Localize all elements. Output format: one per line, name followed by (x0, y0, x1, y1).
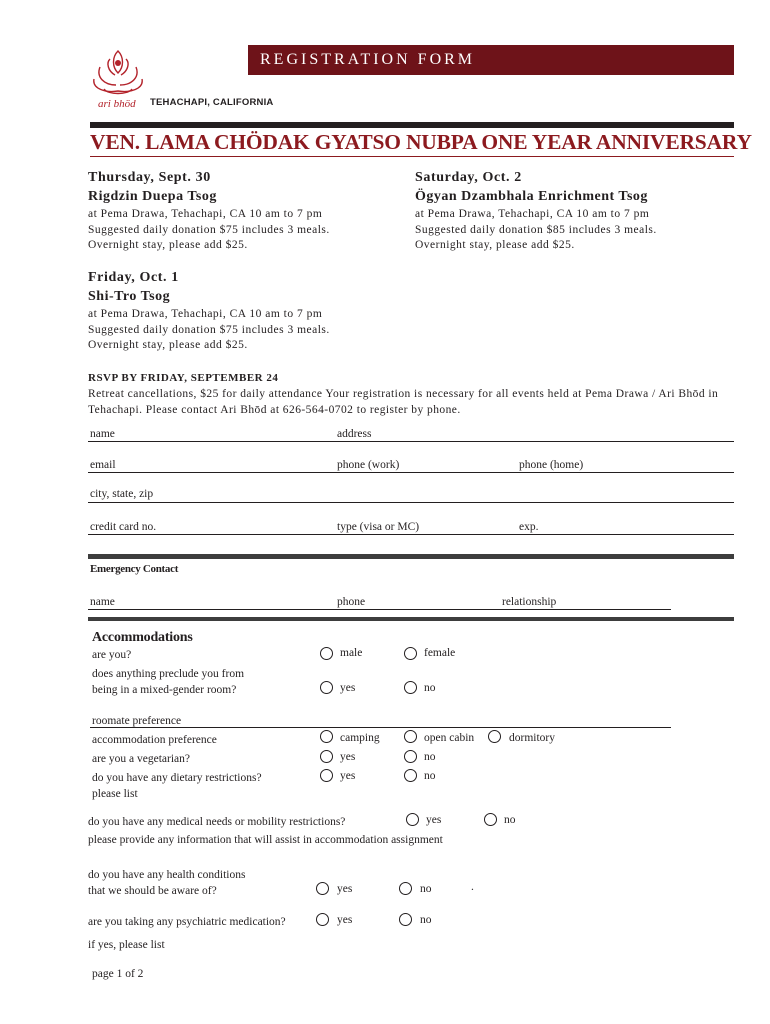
card-type-label: type (visa or MC) (337, 521, 420, 533)
medical-question: do you have any medical needs or mobility restrictions? (88, 816, 346, 828)
mixed-gender-question: does anything preclude you from (92, 668, 245, 680)
event-detail: Overnight stay, please add $25. (88, 339, 248, 351)
please-list-label: please list (92, 788, 138, 800)
event-thursday (88, 170, 408, 254)
medical-yes-radio[interactable] (406, 813, 419, 826)
yes-label: yes (426, 814, 442, 826)
no-label: no (420, 883, 432, 895)
event-date: Thursday, Sept. 30 (88, 170, 211, 185)
event-detail: Overnight stay, please add $25. (415, 239, 575, 251)
gender-question: are you? (92, 649, 132, 661)
dietary-question: do you have any dietary restrictions? (92, 772, 262, 784)
event-name: Ögyan Dzambhala Enrichment Tsog (415, 189, 648, 204)
section-divider (88, 617, 734, 621)
if-yes-label: if yes, please list (88, 939, 165, 951)
no-label: no (420, 914, 432, 926)
credit-card-field[interactable] (88, 534, 734, 535)
event-friday (88, 270, 408, 354)
yes-label: yes (340, 682, 356, 694)
yes-label: yes (337, 883, 353, 895)
dietary-yes-radio[interactable] (320, 769, 333, 782)
no-label: no (424, 751, 436, 763)
psychiatric-no-radio[interactable] (399, 913, 412, 926)
event-name: Rigdzin Duepa Tsog (88, 189, 217, 204)
event-date: Friday, Oct. 1 (88, 270, 179, 285)
header-divider (90, 122, 734, 128)
email-label: email (90, 459, 116, 471)
event-date: Saturday, Oct. 2 (415, 170, 522, 185)
emergency-phone-label: phone (337, 596, 366, 608)
event-detail: at Pema Drawa, Tehachapi, CA 10 am to 7 pm (415, 208, 650, 220)
female-label: female (424, 647, 456, 659)
emergency-name-label: name (90, 596, 115, 608)
no-label: no (424, 682, 436, 694)
rsvp-text: Retreat cancellations, $25 for daily attendance Your registration is necessary for all events held at Pema Drawa / Ari Bhōd in Tehachapi. Please contact Ari Bhōd at 626-564-0702 to register by phone. (88, 388, 719, 416)
health-question: that we should be aware of? (88, 885, 217, 897)
exp-label: exp. (519, 521, 539, 533)
camping-radio[interactable] (320, 730, 333, 743)
event-detail: Suggested daily donation $85 includes 3 meals. (415, 223, 657, 236)
roommate-label: roomate preference (92, 715, 182, 727)
event-detail: Overnight stay, please add $25. (88, 239, 248, 251)
credit-card-label: credit card no. (90, 521, 157, 533)
accommodations-heading: Accommodations (92, 630, 193, 645)
female-radio[interactable] (404, 647, 417, 660)
open-cabin-radio[interactable] (404, 730, 417, 743)
page-number: page 1 of 2 (92, 968, 144, 980)
male-label: male (340, 647, 363, 659)
event-detail: at Pema Drawa, Tehachapi, CA 10 am to 7 pm (88, 308, 323, 320)
yes-label: yes (337, 914, 353, 926)
accommodation-pref-question: accommodation preference (92, 734, 217, 746)
vegetarian-yes-radio[interactable] (320, 750, 333, 763)
event-detail: Suggested daily donation $75 includes 3 meals. (88, 323, 330, 336)
rsvp-heading: RSVP BY FRIDAY, SEPTEMBER 24 (88, 372, 279, 384)
mixed-gender-yes-radio[interactable] (320, 681, 333, 694)
name-field[interactable] (88, 441, 734, 442)
event-name: Shi-Tro Tsog (88, 289, 171, 304)
event-saturday (415, 170, 745, 254)
city-field[interactable] (88, 502, 734, 503)
health-question: do you have any health conditions (88, 869, 246, 881)
page-title: VEN. LAMA CHÖDAK GYATSO NUBPA ONE YEAR ANNIVERSARY (90, 130, 752, 154)
dormitory-label: dormitory (509, 732, 555, 744)
address-label: address (337, 428, 372, 440)
health-no-radio[interactable] (399, 882, 412, 895)
male-radio[interactable] (320, 647, 333, 660)
phone-home-label: phone (home) (519, 459, 584, 471)
dietary-no-radio[interactable] (404, 769, 417, 782)
no-label: no (424, 770, 436, 782)
psychiatric-yes-radio[interactable] (316, 913, 329, 926)
open-cabin-label: open cabin (424, 732, 475, 744)
yes-label: yes (340, 770, 356, 782)
emergency-field[interactable] (88, 609, 671, 610)
section-divider (88, 554, 734, 559)
registration-form-banner: REGISTRATION FORM (248, 45, 734, 75)
vegetarian-no-radio[interactable] (404, 750, 417, 763)
psychiatric-question: are you taking any psychiatric medication? (88, 916, 286, 928)
event-detail: Suggested daily donation $75 includes 3 meals. (88, 223, 330, 236)
emergency-heading: Emergency Contact (90, 563, 179, 575)
event-detail: at Pema Drawa, Tehachapi, CA 10 am to 7 pm (88, 208, 323, 220)
email-field[interactable] (88, 472, 734, 473)
health-yes-radio[interactable] (316, 882, 329, 895)
stray-dot: . (471, 881, 474, 893)
provide-info-label: please provide any information that will assist in accommodation assignment (88, 834, 443, 846)
camping-label: camping (340, 732, 380, 744)
vegetarian-question: are you a vegetarian? (92, 753, 191, 765)
medical-no-radio[interactable] (484, 813, 497, 826)
title-underline (90, 156, 734, 157)
phone-work-label: phone (work) (337, 459, 400, 471)
yes-label: yes (340, 751, 356, 763)
logo-wordmark: ari bhöd (98, 98, 136, 110)
no-label: no (504, 814, 516, 826)
roommate-field[interactable] (90, 727, 671, 728)
emergency-relationship-label: relationship (502, 596, 557, 608)
dormitory-radio[interactable] (488, 730, 501, 743)
mixed-gender-question: being in a mixed-gender room? (92, 684, 237, 696)
city-label: city, state, zip (90, 488, 154, 500)
mixed-gender-no-radio[interactable] (404, 681, 417, 694)
location-label: TEHACHAPI, CALIFORNIA (150, 97, 274, 108)
name-label: name (90, 428, 115, 440)
